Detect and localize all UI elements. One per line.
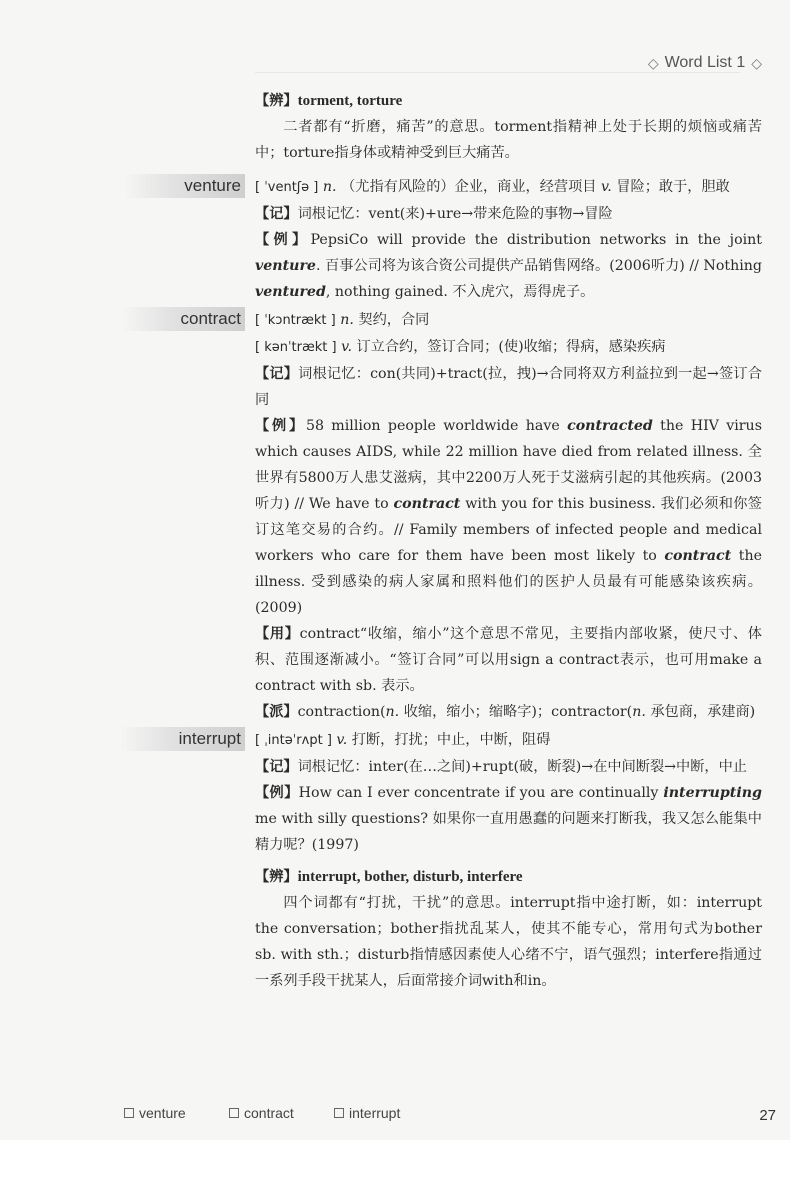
memory-note: 【记】词根记忆：con(共同)+tract(拉，拽)→合同将双方利益拉到一起→签订合同 <box>255 366 762 408</box>
header-divider <box>255 72 740 73</box>
diamond-ornament-icon: ◇ <box>751 54 762 71</box>
memory-note: 【记】词根记忆：vent(来)+ure→带来危险的事物→冒险 <box>255 206 613 222</box>
distinguish-words: torment, torture <box>297 93 403 109</box>
entry-venture <box>184 174 762 305</box>
memory-note: 【记】词根记忆：inter(在…之间)+rupt(破，断裂)→在中间断裂→中断，中止 <box>255 759 747 775</box>
distinguish-text: 二者都有“折磨，痛苦”的意思。torment指精神上处于长期的烦恼或痛苦中；torture指身体或精神受到巨大痛苦。 <box>255 119 762 161</box>
word-list-title: Word List 1 <box>664 54 746 71</box>
definition: [ ˈkɔntrækt ] n. 契约，合同 <box>255 312 430 328</box>
derivatives: 【派】contraction(n. 收缩，缩小；缩略字)；contractor(n. 承包商，承建商) <box>255 704 756 720</box>
definition: [ ˌintəˈrʌpt ] v. 打断，打扰；中止，中断，阻碍 <box>255 732 551 748</box>
definition: [ kənˈtrækt ] v. 订立合约，签订合同；(使)收缩；得病，感染疾病 <box>255 339 666 355</box>
page-content <box>178 88 763 994</box>
example: 【例】58 million people worldwide have contracted the HIV virus which causes AIDS, while 22 million have died from related illness. 全世界有5800万人患艾滋病，其中2200万人死于艾滋病引起的其他疾病。(2003听力) // We have to contract with you for this business. 我们必须和你签订这笔交易的合约。// Family members of infected people and medical workers who care for them have been most likely to contract the illness. 受到感染的病人家属和照料他们的医护人员最有可能感染该疾病。(2009) <box>255 418 763 616</box>
distinguish-heading: 【辨】interrupt, bother, disturb, interfere <box>255 869 523 885</box>
headword: venture <box>124 174 245 198</box>
distinguish-tag: 【辨】 <box>255 93 298 109</box>
example: 【例】How can I ever concentrate if you are continually interrupting me with silly questions? 如果你一直用愚蠢的问题来打断我，我又怎么能集中精力呢？(1997) <box>255 785 762 853</box>
entry-contract <box>180 307 763 725</box>
diamond-ornament-icon: ◇ <box>647 54 659 71</box>
example: 【例】PepsiCo will provide the distribution networks in the joint venture. 百事公司将为该合资公司提供产品销售网络。(2006听力) // Nothing ventured, nothing gained. 不入虎穴，焉得虎子。 <box>255 232 762 300</box>
page-number: 27 <box>759 1107 776 1124</box>
footer-checkbox-item[interactable]: contract <box>229 1105 294 1121</box>
entry-interrupt <box>178 727 762 994</box>
definition: [ ˈventʃə ] n. （尤指有风险的）企业，商业，经营项目 v. 冒险；敢于，胆敢 <box>255 179 730 195</box>
distinguish-text: 四个词都有“打扰，干扰”的意思。interrupt指中途打断，如：interrupt the conversation；bother指扰乱某人，使其不能专心，常用句式为bother sb. with sth.；disturb指情感因素使人心绪不宁，语气强烈；interfere指通过一系列手段干扰某人，后面常接介词with和in。 <box>255 895 762 989</box>
footer-checkbox-item[interactable]: venture <box>124 1105 186 1121</box>
checkbox-icon[interactable] <box>124 1108 134 1118</box>
top-distinguish-block <box>255 88 762 166</box>
usage-note: 【用】contract“收缩，缩小”这个意思不常见，主要指内部收紧，使尺寸、体积、范围逐渐减小。“签订合同”可以用sign a contract表示，也可用make a contract with sb. 表示。 <box>255 626 762 694</box>
headword: interrupt <box>119 727 245 751</box>
checkbox-icon[interactable] <box>229 1108 239 1118</box>
page-header <box>648 54 762 72</box>
footer-checkbox-item[interactable]: interrupt <box>334 1105 400 1121</box>
checkbox-icon[interactable] <box>334 1108 344 1118</box>
page-margin <box>0 1140 800 1193</box>
headword: contract <box>121 307 245 331</box>
